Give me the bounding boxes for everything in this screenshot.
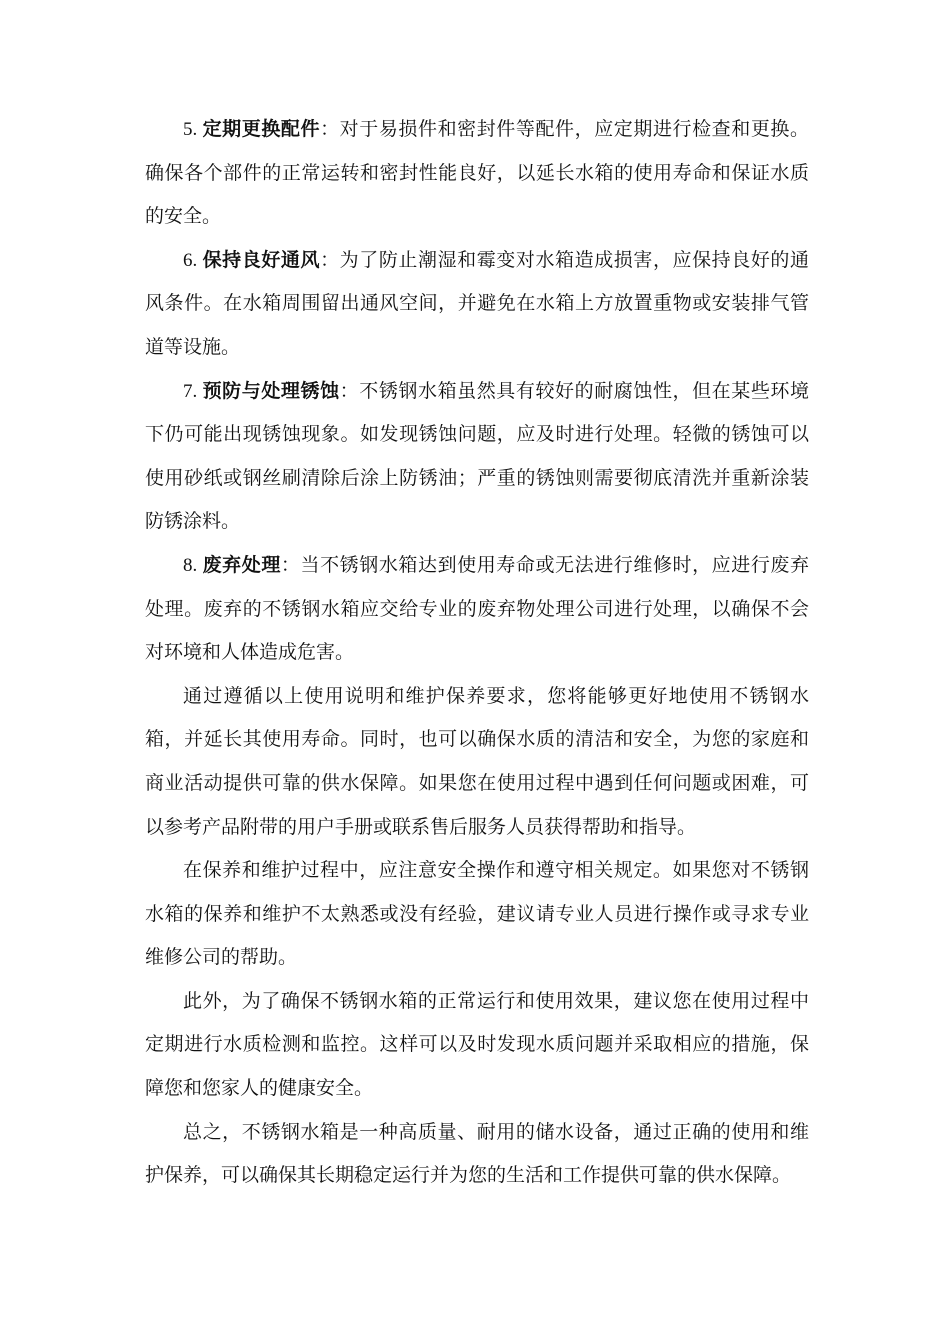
item-body: 当不锈钢水箱达到使用寿命或无法进行维修时，应进行废弃处理。废弃的不锈钢水箱应交给专业的废弃物处理公司进行处理，以确保不会对环境和人体造成危害。 — [145, 553, 809, 664]
item-number: 5. — [183, 119, 203, 140]
paragraph-usage-summary: 通过遵循以上使用说明和维护保养要求，您将能够更好地使用不锈钢水箱，并延长其使用寿命。同时，也可以确保水质的清洁和安全，为您的家庭和商业活动提供可靠的供水保障。如果您在使用过程中遇到任何问题或困难，可以参考产品附带的用户手册或联系售后服务人员获得帮助和指导。 — [145, 684, 809, 838]
list-item-8 — [145, 544, 809, 675]
paragraph-water-testing: 此外，为了确保不锈钢水箱的正常运行和使用效果，建议您在使用过程中定期进行水质检测和监控。这样可以及时发现水质问题并采取相应的措施，保障您和您家人的健康安全。 — [145, 989, 809, 1100]
item-heading: 保持良好通风 — [202, 248, 321, 271]
item-heading: 定期更换配件 — [202, 118, 321, 140]
list-item-5 — [145, 108, 809, 239]
document-page — [145, 108, 809, 1198]
item-body: 对于易损件和密封件等配件，应定期进行检查和更换。确保各个部件的正常运转和密封性能良好，以延长水箱的使用寿命和保证水质的安全。 — [145, 118, 809, 228]
item-colon: ： — [339, 379, 360, 402]
item-colon: ： — [320, 248, 340, 271]
item-body: 为了防止潮湿和霉变对水箱造成损害，应保持良好的通风条件。在水箱周围留出通风空间，并避免在水箱上方放置重物或安装排气管道等设施。 — [145, 248, 809, 358]
list-item-7 — [145, 370, 809, 544]
item-number: 7. — [183, 380, 203, 402]
list-item-6 — [145, 239, 809, 370]
item-colon: ： — [320, 118, 340, 140]
item-number: 8. — [183, 554, 203, 576]
item-heading: 预防与处理锈蚀 — [202, 379, 340, 402]
item-colon: ： — [280, 553, 301, 576]
item-body: 不锈钢水箱虽然具有较好的耐腐蚀性，但在某些环境下仍可能出现锈蚀现象。如发现锈蚀问题，应及时进行处理。轻微的锈蚀可以使用砂纸或钢丝刷清除后涂上防锈油；严重的锈蚀则需要彻底清洗并重新涂装防锈涂料。 — [145, 379, 809, 533]
paragraph-safety: 在保养和维护过程中，应注意安全操作和遵守相关规定。如果您对不锈钢水箱的保养和维护不太熟悉或没有经验，建议请专业人员进行操作或寻求专业维修公司的帮助。 — [145, 859, 809, 969]
item-heading: 废弃处理 — [202, 553, 281, 576]
item-number: 6. — [183, 249, 203, 271]
paragraph-conclusion: 总之，不锈钢水箱是一种高质量、耐用的储水设备，通过正确的使用和维护保养，可以确保其长期稳定运行并为您的生活和工作提供可靠的供水保障。 — [145, 1120, 809, 1187]
